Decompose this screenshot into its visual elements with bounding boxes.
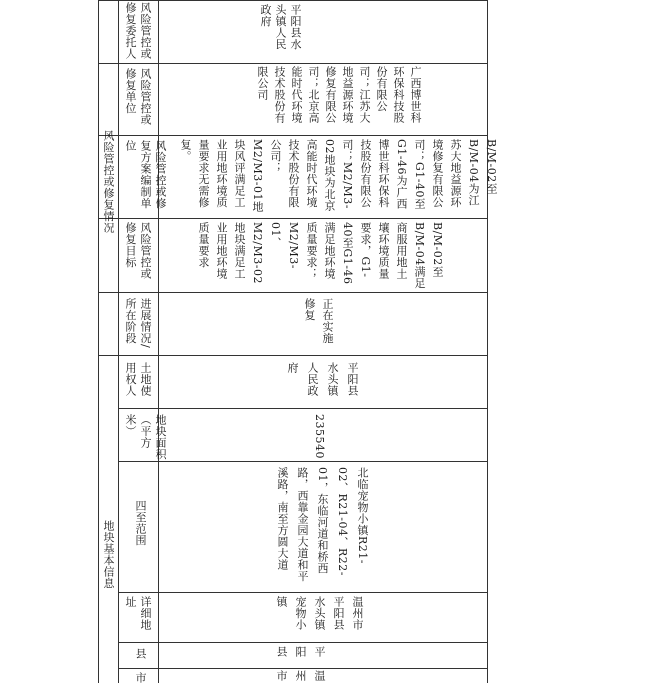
col-header-boundary: 四至范围 [134, 500, 147, 546]
col-divider-plan [98, 135, 488, 136]
col-divider-boundary [118, 592, 488, 593]
cell-county: 平阳县 [275, 646, 326, 658]
header-data-divider [158, 0, 159, 683]
col-divider-area [118, 461, 488, 462]
col-header-target: 风险管控或修复目标 [124, 222, 152, 280]
table-border-left [98, 0, 99, 683]
cell-plan-unit: B/M-02至B/M-04为江苏大地益源环境修复有限公司；G1-40至G1-46为广西博世科环保科技股份有限公司；M2/M3-02地块为北京高能时代环境技术股份有限公司；M2/M3-01地块风评满足工业用地环境质量要求无需修复。 [179, 139, 498, 213]
cell-area: 235540 [313, 414, 326, 459]
group-header-basic: 地块基本信息 [102, 520, 115, 589]
cell-target: B/M-02至B/M-04满足商服用地土壤环境质量要求，G1-40至G1-46满足地环境质量要求；M2/M3-01、M2/M3-02地块满足工业用地环境质量要求 [197, 222, 444, 289]
col-divider-target [98, 218, 488, 219]
cell-exec-unit: 广西博世科环保科技股份有限公司；江苏大地益源环境修复有限公司；北京高能时代环境技术股份有限公司 [256, 66, 422, 124]
col-divider-owner [118, 408, 488, 409]
cell-client: 平阳县水头镇人民政府 [259, 4, 302, 50]
col-divider-progress [98, 292, 488, 293]
col-header-client: 风险管控或修复委托人 [124, 2, 152, 60]
cell-address: 温州市平阳县水头镇宠物小镇 [275, 596, 364, 631]
group-header-divider [118, 0, 119, 683]
col-header-plan-unit: 风险管控或修复方案编制单位 [124, 140, 167, 209]
col-header-area: 地块面积（平方米） [124, 414, 167, 460]
table-border-top [98, 0, 488, 1]
col-divider-county [118, 668, 488, 669]
col-header-progress: 进展情况/所在阶段 [124, 298, 152, 349]
col-header-address: 详细地址 [124, 596, 152, 631]
col-header-county: 县 [134, 648, 147, 660]
cell-progress: 正在实施修复 [303, 298, 334, 344]
col-header-exec-unit: 风险管控或修复单位 [124, 68, 152, 126]
group-header-risk: 风险管控或修复情况 [102, 130, 115, 234]
group-divider [98, 355, 488, 356]
col-divider-address [118, 642, 488, 643]
table-border-right [487, 0, 488, 683]
cell-city: 温州市 [275, 670, 326, 682]
col-header-city: 市 [134, 672, 147, 684]
cell-land-owner: 平阳县水头镇人民政府 [286, 362, 359, 397]
col-header-land-owner: 土地使用权人 [124, 362, 152, 397]
header-row-divider [98, 63, 488, 64]
cell-boundary: 北临宠物小镇R21-02、R21-04、R22-01，东临河道和桥西路，西靠金园大道和平溪路，南至方圆大道 [276, 467, 369, 582]
